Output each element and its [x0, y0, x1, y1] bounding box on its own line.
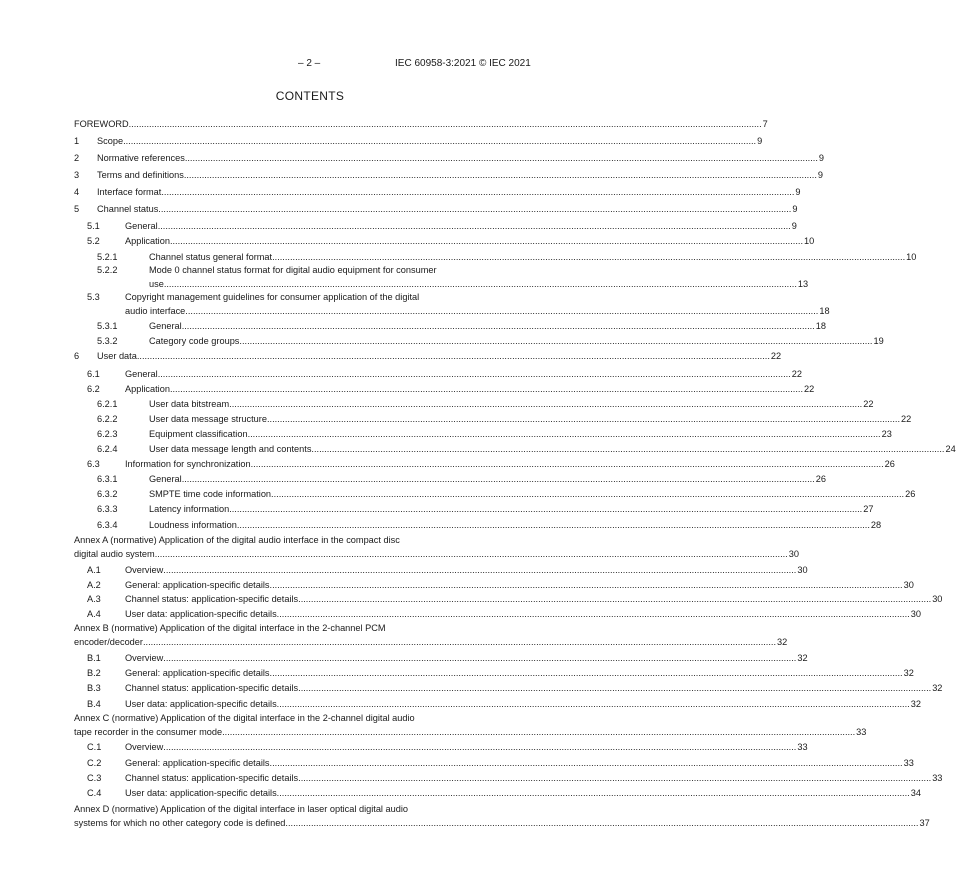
toc-entry-number: A.3: [87, 594, 101, 604]
toc-entry-title: tape recorder in the consumer mode: [74, 727, 223, 737]
toc-entry[interactable]: [97, 414, 912, 425]
toc-entry[interactable]: [97, 474, 826, 485]
toc-entry-number: 6.2.2: [97, 414, 118, 424]
toc-entry-page: 33: [856, 727, 867, 737]
toc-entry[interactable]: [97, 429, 892, 440]
toc-entry-page: 30: [797, 565, 808, 575]
dot-leader: [285, 818, 918, 829]
toc-entry[interactable]: [97, 252, 917, 263]
toc-entry[interactable]: [97, 520, 882, 531]
toc-entry-number: C.1: [87, 742, 102, 752]
dot-leader: [185, 306, 818, 317]
toc-entry-page: 26: [815, 474, 826, 484]
toc-entry-number: 6.3.1: [97, 474, 118, 484]
toc-entry-title: General: application-specific details: [125, 580, 270, 590]
toc-entry-number: A.2: [87, 580, 101, 590]
toc-entry-number: B.1: [87, 653, 101, 663]
toc-entry-title-line1: Copyright management guidelines for consumer application of the digital: [125, 292, 420, 302]
toc-entry-number: 2: [74, 153, 80, 163]
toc-entry-title: Scope: [97, 136, 124, 146]
dot-leader: [158, 221, 791, 232]
toc-entry-number: 6: [74, 351, 80, 361]
toc-entry-title: Equipment classification: [149, 429, 248, 439]
dot-leader: [170, 384, 803, 395]
toc-entry-number: 6.2.3: [97, 429, 118, 439]
toc-entry-title-line1: Annex A (normative) Application of the digital audio interface in the compact disc: [74, 535, 400, 545]
toc-entry-number: 4: [74, 187, 80, 197]
toc-entry[interactable]: [74, 136, 763, 147]
toc-entry-page: 7: [762, 119, 768, 129]
toc-entry[interactable]: [125, 306, 830, 317]
toc-entry[interactable]: [97, 444, 956, 455]
toc-entry-title: systems for which no other category code is defined: [74, 818, 286, 828]
dot-leader: [277, 609, 910, 620]
toc-entry-page: 13: [797, 279, 809, 289]
toc-entry-page: 22: [770, 351, 782, 361]
toc-entry-title: use: [149, 279, 164, 289]
dot-leader: [229, 504, 862, 515]
toc-entry-page: 24: [945, 444, 956, 454]
toc-entry-title: User data: application-specific details: [125, 609, 277, 619]
dot-leader: [272, 252, 905, 263]
toc-entry[interactable]: [87, 609, 921, 620]
toc-entry-title: General: application-specific details: [125, 758, 270, 768]
toc-entry-title: User data: application-specific details: [125, 788, 277, 798]
toc-entry-number: 5.3.1: [97, 321, 118, 331]
toc-entry-title: User data message length and contents: [149, 444, 312, 454]
toc-entry[interactable]: [97, 504, 874, 515]
page-title: CONTENTS: [275, 89, 345, 103]
dot-leader: [170, 236, 803, 247]
toc-entry-title: General: [125, 221, 158, 231]
toc-entry-page: 28: [870, 520, 882, 530]
toc-entry[interactable]: [74, 153, 824, 164]
toc-entry-number: B.4: [87, 699, 101, 709]
toc-entry-page: 10: [804, 236, 815, 246]
dot-leader: [267, 414, 900, 425]
toc-entry[interactable]: [74, 549, 799, 560]
toc-entry-title: Application: [125, 384, 170, 394]
toc-entry-title: User data: [97, 351, 137, 361]
toc-entry[interactable]: [87, 580, 914, 591]
toc-entry-page: 33: [903, 758, 914, 768]
toc-entry-title: Category code groups: [149, 336, 240, 346]
toc-entry-page: 18: [819, 306, 830, 316]
toc-entry-title-line1: Mode 0 channel status format for digital audio equipment for consumer: [149, 265, 437, 275]
toc-entry-page: 22: [901, 414, 912, 424]
toc-entry-title: User data message structure: [149, 414, 267, 424]
toc-entry-page: 33: [932, 773, 943, 783]
toc-entry-title: User data bitstream: [149, 399, 230, 409]
toc-entry-page: 32: [932, 683, 943, 693]
toc-entry[interactable]: [74, 170, 823, 181]
toc-entry-title: Channel status general format: [149, 252, 273, 262]
toc-entry-title: Normative references: [97, 153, 185, 163]
toc-entry-page: 33: [797, 742, 808, 752]
dot-leader: [298, 773, 931, 784]
toc-entry-title: SMPTE time code information: [149, 489, 272, 499]
toc-entry-number: 6.3.2: [97, 489, 118, 499]
dot-leader: [277, 699, 910, 710]
dot-leader: [143, 637, 776, 648]
toc-entry[interactable]: [87, 742, 808, 753]
toc-entry-title: FOREWORD: [74, 119, 129, 129]
toc-entry-number: 5.3: [87, 292, 100, 302]
toc-entry[interactable]: [87, 236, 815, 247]
toc-entry-title: Latency information: [149, 504, 230, 514]
dot-leader: [163, 565, 796, 576]
toc-entry-number: 5: [74, 204, 80, 214]
toc-entry-title: Channel status: [97, 204, 159, 214]
dot-leader: [270, 758, 903, 769]
toc-entry-title: encoder/decoder: [74, 637, 143, 647]
toc-entry-page: 30: [903, 580, 914, 590]
dot-leader: [182, 474, 815, 485]
dot-leader: [164, 279, 797, 290]
toc-entry-page: 9: [757, 136, 763, 146]
toc-entry[interactable]: [87, 565, 808, 576]
toc-entry-title: Loudness information: [149, 520, 237, 530]
dot-leader: [251, 459, 884, 470]
toc-entry-page: 30: [910, 609, 921, 619]
toc-entry-number: 5.2: [87, 236, 100, 246]
toc-entry-page: 9: [795, 187, 801, 197]
toc-entry-title: General: [149, 474, 182, 484]
toc-entry-title: General: application-specific details: [125, 668, 270, 678]
dot-leader: [239, 336, 872, 347]
toc-entry-number: 5.2.1: [97, 252, 118, 262]
toc-entry-number: C.4: [87, 788, 102, 798]
toc-entry-page: 30: [932, 594, 943, 604]
toc-entry-title: audio interface: [125, 306, 186, 316]
toc-entry-number: 5.2.2: [97, 265, 118, 275]
toc-entry[interactable]: [87, 788, 921, 799]
dot-leader: [248, 429, 881, 440]
toc-entry-title: Overview: [125, 742, 164, 752]
toc-entry-number: B.3: [87, 683, 101, 693]
dot-leader: [277, 788, 910, 799]
toc-entry-number: 6.2: [87, 384, 100, 394]
toc-entry-number: 6.3: [87, 459, 100, 469]
toc-entry-title: User data: application-specific details: [125, 699, 277, 709]
document-reference: IEC 60958-3:2021 © IEC 2021: [395, 58, 531, 69]
toc-entry[interactable]: [74, 351, 782, 362]
toc-entry[interactable]: [97, 489, 916, 500]
toc-entry-page: 32: [903, 668, 914, 678]
toc-entry-title: Interface format: [97, 187, 162, 197]
toc-entry[interactable]: [149, 279, 809, 290]
toc-entry[interactable]: [87, 773, 943, 784]
toc-entry-number: 3: [74, 170, 80, 180]
toc-entry-title: Overview: [125, 565, 164, 575]
dot-leader: [137, 351, 770, 362]
toc-entry-number: A.1: [87, 565, 101, 575]
dot-leader: [311, 444, 944, 455]
toc-entry[interactable]: [87, 459, 895, 470]
dot-leader: [129, 119, 762, 130]
dot-leader: [185, 153, 818, 164]
toc-entry[interactable]: [97, 336, 884, 347]
toc-entry-page: 30: [788, 549, 799, 559]
toc-entry-page: 37: [919, 818, 930, 828]
dot-leader: [123, 136, 756, 147]
toc-entry-page: 32: [910, 699, 921, 709]
toc-entry-number: 6.2.4: [97, 444, 118, 454]
toc-entry[interactable]: [87, 699, 921, 710]
toc-entry-page: 22: [863, 399, 874, 409]
toc-entry-page: 34: [910, 788, 921, 798]
dot-leader: [270, 580, 903, 591]
toc-entry[interactable]: [87, 668, 914, 679]
toc-entry[interactable]: [97, 399, 874, 410]
toc-entry-page: 23: [881, 429, 892, 439]
toc-entry-title: Channel status: application-specific details: [125, 683, 299, 693]
toc-entry-title-line1: Annex D (normative) Application of the digital interface in laser optical digital audio: [74, 804, 408, 814]
toc-entry[interactable]: [74, 637, 788, 648]
toc-entry[interactable]: [87, 594, 943, 605]
toc-entry-title: Channel status: application-specific details: [125, 773, 299, 783]
toc-entry-title: Terms and definitions: [97, 170, 184, 180]
dot-leader: [184, 170, 817, 181]
toc-entry-title-line1: Annex C (normative) Application of the digital interface in the 2-channel digital audio: [74, 713, 415, 723]
toc-entry-title: Channel status: application-specific details: [125, 594, 299, 604]
toc-entry[interactable]: [87, 369, 802, 380]
toc-entry[interactable]: [87, 653, 808, 664]
toc-entry-title: digital audio system: [74, 549, 155, 559]
toc-entry[interactable]: [87, 758, 914, 769]
toc-entry-title-line1: Annex B (normative) Application of the digital interface in the 2-channel PCM: [74, 623, 386, 633]
dot-leader: [182, 321, 815, 332]
dot-leader: [155, 549, 788, 560]
toc-entry-number: 6.2.1: [97, 399, 118, 409]
dot-leader: [158, 369, 791, 380]
toc-entry-number: A.4: [87, 609, 101, 619]
toc-entry-page: 9: [817, 170, 823, 180]
toc-entry[interactable]: [87, 683, 943, 694]
dot-leader: [163, 653, 796, 664]
toc-entry-page: 32: [777, 637, 788, 647]
toc-entry-number: 1: [74, 136, 80, 146]
dot-leader: [229, 399, 862, 410]
toc-entry-number: 6.3.3: [97, 504, 118, 514]
toc-entry-page: 10: [906, 252, 917, 262]
toc-entry-page: 27: [863, 504, 874, 514]
toc-entry[interactable]: [74, 204, 798, 215]
toc-entry-page: 9: [791, 221, 797, 231]
toc-entry-number: 6.1: [87, 369, 100, 379]
dot-leader: [298, 594, 931, 605]
toc-entry[interactable]: [74, 727, 867, 738]
toc-entry-page: 26: [905, 489, 916, 499]
toc-entry-title: Overview: [125, 653, 164, 663]
toc-entry-page: 26: [884, 459, 895, 469]
toc-entry-page: 9: [792, 204, 798, 214]
dot-leader: [298, 683, 931, 694]
toc-entry-title: Application: [125, 236, 170, 246]
dot-leader: [237, 520, 870, 531]
toc-entry-number: 5.3.2: [97, 336, 118, 346]
dot-leader: [271, 489, 904, 500]
toc-entry-page: 32: [797, 653, 808, 663]
toc-entry-page: 18: [815, 321, 826, 331]
toc-entry-page: 22: [804, 384, 815, 394]
toc-entry-number: B.2: [87, 668, 101, 678]
toc-entry[interactable]: [87, 384, 815, 395]
toc-entry-page: 19: [873, 336, 884, 346]
toc-entry-number: 5.1: [87, 221, 100, 231]
toc-entry-page: 9: [818, 153, 824, 163]
toc-entry[interactable]: [74, 119, 768, 130]
toc-entry-number: C.3: [87, 773, 102, 783]
toc-entry-page: 22: [791, 369, 802, 379]
toc-entry-title: General: [149, 321, 182, 331]
toc-entry-number: 6.3.4: [97, 520, 118, 530]
page-number: – 2 –: [298, 58, 321, 69]
toc-entry-title: Information for synchronization: [125, 459, 251, 469]
toc-entry-title: General: [125, 369, 158, 379]
toc-entry[interactable]: [97, 321, 826, 332]
toc-entry[interactable]: [74, 818, 930, 829]
dot-leader: [222, 727, 855, 738]
toc-entry[interactable]: [87, 221, 797, 232]
dot-leader: [270, 668, 903, 679]
toc-entry-number: C.2: [87, 758, 102, 768]
dot-leader: [158, 204, 791, 215]
dot-leader: [163, 742, 796, 753]
toc-entry[interactable]: [74, 187, 801, 198]
dot-leader: [161, 187, 794, 198]
